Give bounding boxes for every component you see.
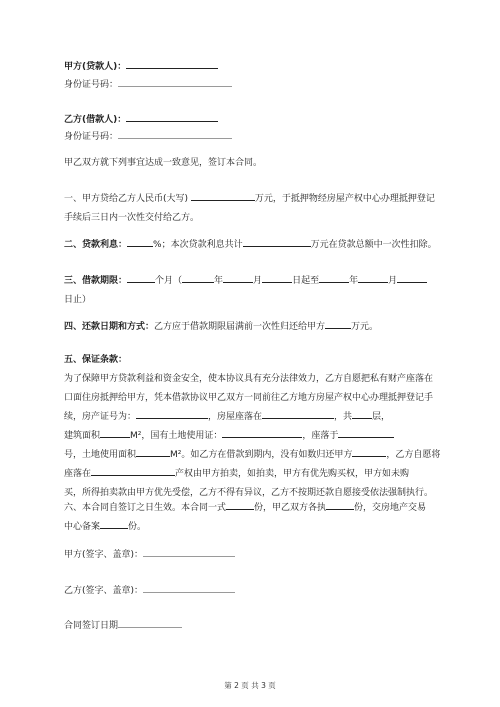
clause-2	[64, 236, 436, 255]
party-b-id-row	[64, 128, 436, 147]
clause-5-p1: 为了保障甲方贷款利益和资金安全，使本协议具有充分法律效力，乙方自愿把私有财产座落在	[64, 374, 434, 384]
copies-filed-line	[100, 527, 128, 529]
clause-6	[64, 499, 436, 537]
sign-date-row	[64, 617, 436, 636]
property-location-line	[91, 474, 175, 476]
clause-5-p3d: 层，	[372, 412, 391, 422]
sign-a-label: 甲方(签字、盖章)：	[64, 550, 144, 560]
sign-date-label: 合同签订日期	[64, 621, 119, 631]
land-location-line	[338, 436, 394, 438]
sign-a-line	[143, 555, 235, 557]
clause-3-line2: 日止）	[64, 295, 92, 305]
copies-each-line	[326, 508, 354, 510]
clause-5-p6b: 产权由甲方拍卖，如拍卖，甲方有优先购买权，甲方如未购	[175, 469, 410, 479]
clause-6-head: 六、本合同自签订之日生效。本合同一式	[64, 503, 227, 513]
clause-3-t3: 月	[253, 276, 263, 286]
party-a-label: 甲方(贷款人)：	[64, 62, 127, 72]
clause-6-line2a: 中心备案	[64, 522, 101, 532]
party-a-row	[64, 58, 436, 77]
clause-1	[64, 190, 436, 228]
clause-3-t5: 年	[349, 276, 359, 286]
clause-5-p3c: ，共	[334, 412, 353, 422]
copies-total-line	[226, 508, 254, 510]
floor-count-line	[352, 417, 372, 419]
clause-6-line2b: 份。	[128, 522, 147, 532]
clause-4-text: 乙方应于借款期限届满前一次性归还给甲方	[154, 322, 326, 332]
clause-5-p5a: 号，土地使用面积	[64, 450, 137, 460]
party-b-id-label: 身份证号码：	[64, 132, 119, 142]
clause-3-t6: 月	[388, 276, 398, 286]
intro-text: 甲乙双方就下列事宜达成一致意见，签订本合同。	[64, 158, 263, 168]
clause-3-start-year-line	[182, 281, 214, 283]
clause-4-tail: 万元。	[351, 322, 379, 332]
clause-5	[64, 351, 441, 503]
clause-3-t4: 日起至	[292, 276, 320, 286]
clause-5-p7: 买，所得拍卖款由甲方优先受偿，乙方不得有异议，乙方不按期还款自愿接受依法强制执行。	[64, 488, 434, 498]
page-footer: 第 2 页 共 3 页	[224, 681, 276, 690]
sign-b-label: 乙方(签字、盖章)：	[64, 586, 144, 596]
clause-4	[64, 318, 436, 337]
clause-2-text1: %；本次贷款利息共计	[153, 240, 243, 250]
deed-number-line	[136, 417, 208, 419]
clause-3-head: 三、借款期限：	[64, 276, 128, 286]
party-b-label: 乙方(借款人)：	[64, 115, 127, 125]
sign-date-line	[118, 626, 182, 628]
clause-1-text: 万元，于抵押物经房屋产权中心办理抵押登记	[254, 194, 435, 204]
party-a-id-label: 身份证号码：	[64, 80, 119, 90]
clause-4-amount-line	[325, 327, 351, 329]
clause-1-line2: 手续后三日内一次性交付给乙方。	[64, 213, 200, 223]
clause-5-p3a: 续，房产证号为：	[64, 412, 137, 422]
party-a-id-line	[118, 85, 232, 87]
clause-5-p3b: ，房屋座落在	[208, 412, 263, 422]
party-b-name-line	[126, 120, 218, 122]
party-a-name-line	[126, 67, 218, 69]
building-area-line	[100, 436, 130, 438]
clause-3-end-day-line	[397, 281, 427, 283]
clause-3-months-line	[127, 281, 155, 283]
clause-2-interest-line	[243, 245, 311, 247]
sign-b-row	[64, 582, 436, 601]
clause-6-t2: 份，交房地产交易	[354, 503, 427, 513]
clause-3-start-month-line	[223, 281, 253, 283]
clause-3-end-year-line	[319, 281, 349, 283]
clause-2-head: 二、贷款利息：	[64, 240, 128, 250]
clause-4-head: 四、还款日期和方式：	[64, 322, 155, 332]
clause-5-p6a: 座落在	[64, 469, 92, 479]
clause-5-head: 五、保证条款：	[64, 355, 128, 365]
clause-3	[64, 272, 436, 310]
clause-5-p4c: ，座落于	[302, 431, 339, 441]
sign-a-row	[64, 546, 436, 565]
clause-1-amount-line	[191, 199, 255, 201]
party-b-id-line	[118, 137, 232, 139]
clause-5-p5b: M²。如乙方在借款到期内，没有如数归还甲方	[170, 450, 353, 460]
clause-5-p4b: M²，国有土地使用证：	[130, 431, 223, 441]
clause-3-t1: 个月（	[155, 276, 183, 286]
clause-2-rate-line	[127, 245, 153, 247]
sign-b-line	[143, 591, 235, 593]
clause-3-start-day-line	[262, 281, 292, 283]
clause-3-t2: 年	[214, 276, 224, 286]
land-area-line	[136, 455, 170, 457]
party-a-id-row	[64, 76, 436, 95]
clause-5-p2: 口面住房抵押给甲方，凭本借款协议甲乙双方一同前往乙方地方房屋产权中心办理抵押登记手	[64, 393, 434, 403]
house-location-line	[262, 417, 334, 419]
clause-3-end-month-line	[358, 281, 388, 283]
repay-amount-line	[352, 455, 386, 457]
clause-5-p5c: ，乙方自愿将	[386, 450, 441, 460]
clause-6-t1: 份，甲乙双方各执	[254, 503, 327, 513]
clause-1-head: 一、甲方贷给乙方人民币(大写)	[64, 194, 189, 204]
clause-5-p4a: 建筑面积	[64, 431, 101, 441]
land-cert-line	[222, 436, 302, 438]
clause-2-text2: 万元在贷款总额中一次性扣除。	[310, 240, 437, 250]
